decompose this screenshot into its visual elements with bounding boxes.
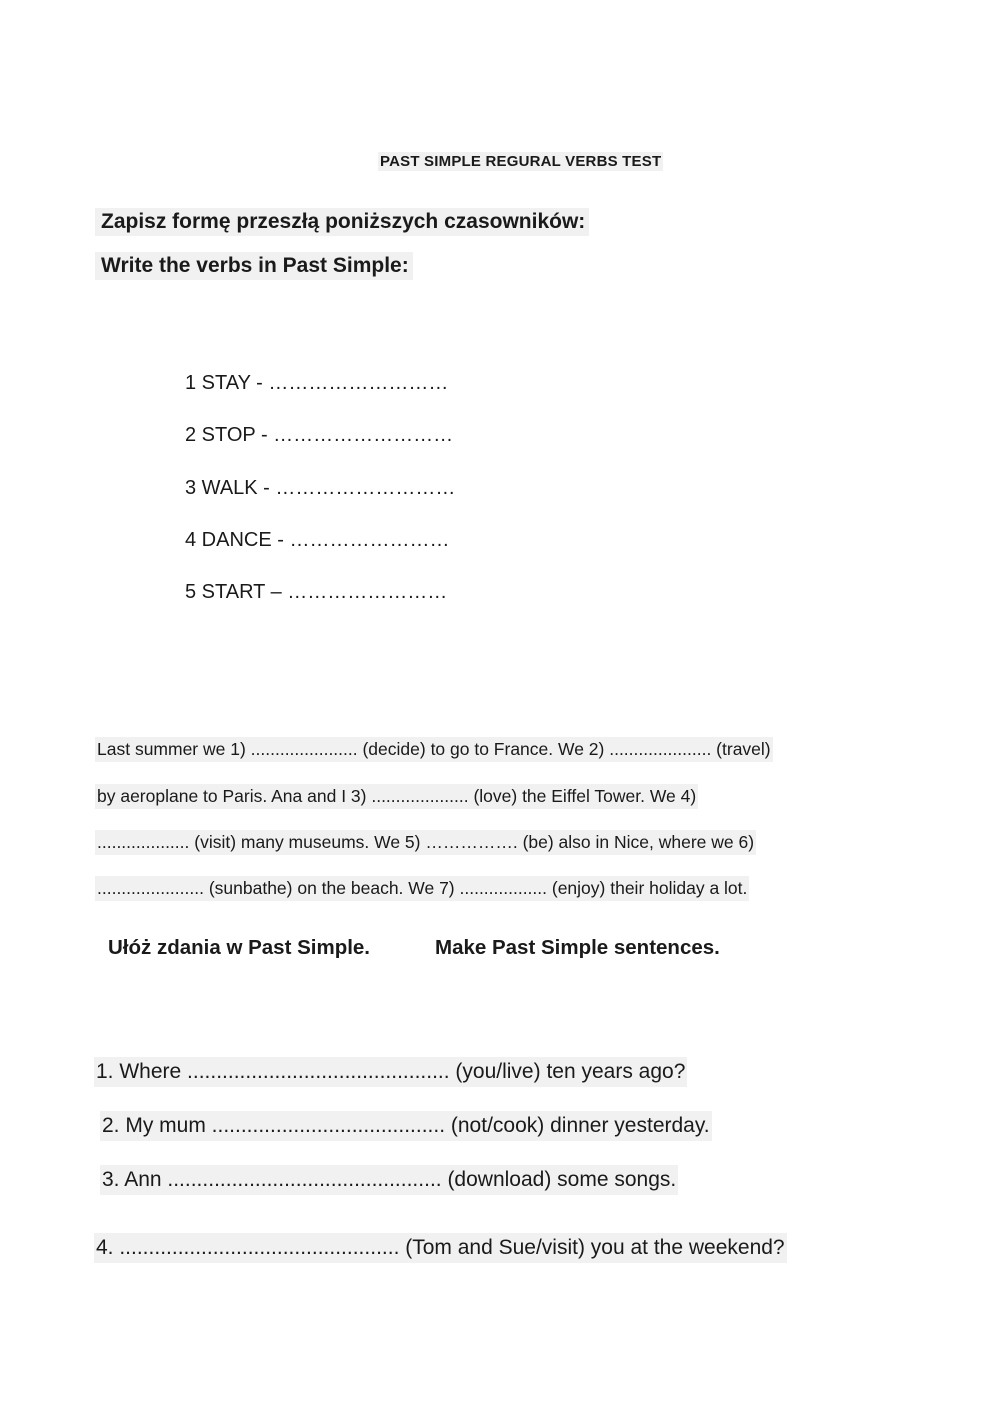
section2-heading-polish: Ułóż zdania w Past Simple. [108, 936, 371, 959]
verb-item-start: 5 START – …………………… [185, 581, 448, 603]
instruction-polish: Zapisz formę przeszłą poniższych czasowników: [95, 208, 589, 236]
paragraph-line: ................... (visit) many museums. We 5) ……………. (be) also in Nice, where we 6) [95, 830, 756, 855]
verb-item-stop: 2 STOP - ……………………… [185, 424, 454, 446]
paragraph-line: by aeroplane to Paris. Ana and I 3) .................... (love) the Eiffel Tower. We 4) [95, 784, 698, 809]
instruction-english: Write the verbs in Past Simple: [95, 252, 413, 280]
sentence-item: 1. Where ............................................. (you/live) ten years ago? [94, 1057, 687, 1087]
verb-item-walk: 3 WALK - ……………………… [185, 477, 456, 499]
page-title: PAST SIMPLE REGURAL VERBS TEST [380, 153, 662, 170]
sentence-item: 4. ................................................ (Tom and Sue/visit) you at the weekend? [94, 1233, 787, 1263]
sentence-item: 3. Ann ............................................... (download) some songs. [100, 1165, 678, 1195]
paragraph-line: Last summer we 1) ...................... (decide) to go to France. We 2) ..................... (travel) [95, 737, 773, 762]
verb-item-stay: 1 STAY - ……………………… [185, 372, 449, 394]
paragraph-line: ...................... (sunbathe) on the beach. We 7) .................. (enjoy) their holiday a lot. [95, 876, 749, 901]
sentence-item: 2. My mum ........................................ (not/cook) dinner yesterday. [100, 1111, 712, 1141]
section2-heading-english: Make Past Simple sentences. [435, 936, 720, 959]
verb-item-dance: 4 DANCE - …………………… [185, 529, 450, 551]
